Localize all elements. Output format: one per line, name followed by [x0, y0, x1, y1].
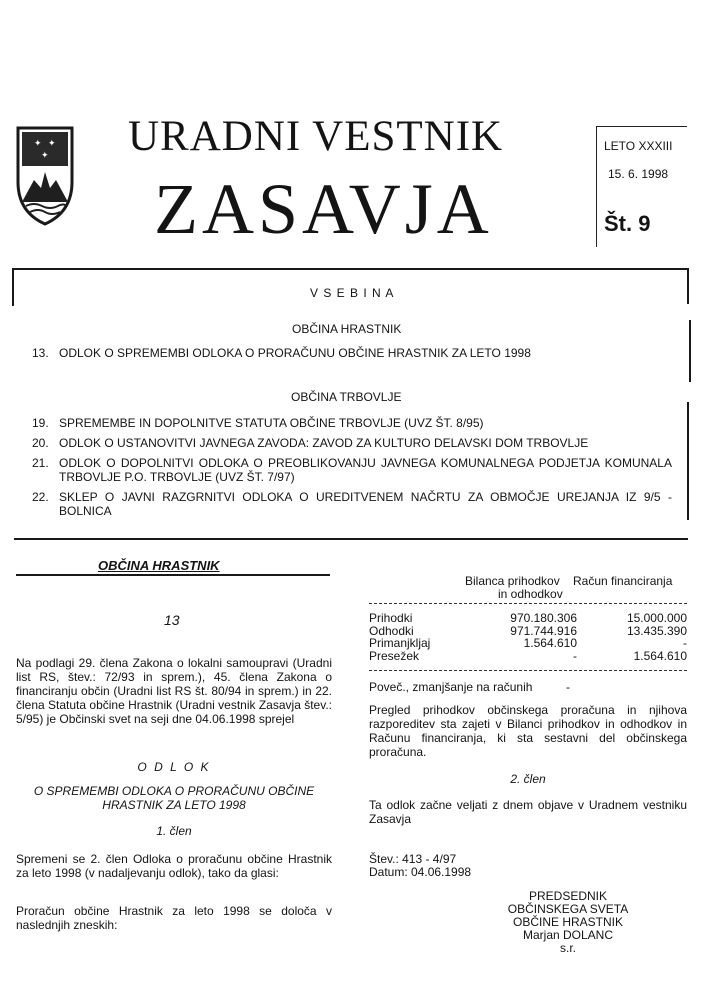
toc-item[interactable]: [32, 456, 672, 484]
reference-number: Štev.: 413 - 4/97: [369, 852, 457, 866]
toc-item-title: ODLOK O USTANOVITVI JAVNEGA ZAVODA: ZAVOD ZA KULTURO DELAVSKI DOM TRBOVLJE: [59, 436, 589, 450]
section-heading: OBČINA HRASTNIK: [98, 558, 220, 573]
toc-item-number: 19.: [32, 416, 49, 430]
table-row: [369, 612, 687, 625]
svg-text:✦: ✦: [48, 139, 56, 149]
toc-item[interactable]: [32, 436, 672, 450]
row-label: Odhodki: [369, 623, 414, 638]
toc-municipality: OBČINA TRBOVLJE: [291, 390, 402, 404]
row-value-balance: -: [573, 648, 577, 663]
signature-sr: s.r.: [559, 941, 576, 955]
volume-label: LETO XXXIII: [604, 139, 673, 153]
table-row: [369, 650, 687, 663]
issue-number: Št. 9: [604, 211, 651, 236]
table-row: [369, 637, 687, 650]
row-value-balance: 970.180.306: [510, 611, 577, 625]
signature-line: OBČINSKEGA SVETA: [507, 902, 629, 916]
row-value-balance: 971.744.916: [510, 623, 577, 638]
table-header-balance: Bilanca prihodkov: [465, 574, 560, 588]
contents-heading: V S E B I N A: [310, 286, 395, 300]
table-rule: [369, 670, 687, 671]
table-rule: [369, 603, 687, 604]
act-title: O SPREMEMBI ODLOKA O PRORAČUNU OBČINE HRASTNIK ZA LETO 1998: [33, 784, 315, 812]
svg-text:✦: ✦: [34, 139, 42, 149]
contents-right-rule-2: [689, 320, 691, 382]
toc-item-title: ODLOK O SPREMEMBI ODLOKA O PRORAČUNU OBČINE HRASTNIK ZA LETO 1998: [59, 346, 531, 360]
toc-item-title: SPREMEMBE IN DOPOLNITVE STATUTA OBČINE TRBOVLJE (UVZ ŠT. 8/95): [59, 416, 484, 430]
row-value-financing: 13.435.390: [626, 623, 687, 638]
contents-right-rule-3: [687, 402, 689, 520]
toc-item-number: 21.: [32, 456, 49, 470]
overview-text: Pregled prihodkov občinskega proračuna in njihova razporeditev sta zajeti v Bilanci prihodkov in odhodkov in Računu financiranja, ki sta sestavni del občinskega proračuna.: [369, 703, 687, 759]
article-text: Ta odlok začne veljati z dnem objave v Uradnem vestniku Zasavja: [369, 798, 687, 826]
row-label: Prihodki: [369, 611, 413, 625]
row-label: Presežek: [369, 648, 420, 663]
issue-date: 15. 6. 1998: [608, 167, 669, 181]
contents-top-rule: [12, 268, 688, 270]
coat-of-arms-icon: [14, 124, 76, 228]
masthead-title-line2: ZASAVJA: [154, 169, 493, 249]
preamble-text: Na podlagi 29. člena Zakona o lokalni samoupravi (Uradni list RS, štev.: 72/93 in sprem.), 45. člena Zakona o financiranju občin (Uradni list RS št. 80/94 in sprem.) in 22. člena Statuta občine Hrastnik (Uradni vestnik Zasavja štev.: 5/95) je Občinski svet na seji dne 04.06.1998 sprejel: [16, 656, 332, 726]
table-header-financing: Račun financiranja: [573, 574, 673, 588]
contents-left-rule: [12, 268, 14, 306]
signature-name: Marjan DOLANC: [522, 928, 614, 942]
row-value-financing: 1.564.610: [633, 648, 687, 663]
changes-value: -: [566, 680, 570, 694]
row-label: Primanjkljaj: [369, 636, 431, 650]
toc-item-number: 13.: [32, 346, 49, 360]
signature-line: PREDSEDNIK: [528, 889, 608, 903]
toc-item-title: ODLOK O DOPOLNITVI ODLOKA O PREOBLIKOVANJU JAVNEGA KOMUNALNEGA PODJETJA KOMUNALA TRBOVLJE P.O. TRBOVLJE (UVZ ŠT. 7/97): [59, 456, 672, 484]
toc-municipality: OBČINA HRASTNIK: [292, 322, 402, 336]
table-header-balance-2: in odhodkov: [498, 587, 563, 601]
toc-item-number: 20.: [32, 436, 49, 450]
article-heading: 2. člen: [510, 772, 546, 786]
budget-table: [369, 612, 687, 662]
toc-item[interactable]: [32, 416, 672, 430]
toc-item-number: 22.: [32, 490, 49, 504]
article-heading: 1. člen: [156, 824, 192, 838]
signature-line: OBČINE HRASTNIK: [512, 915, 623, 929]
changes-label: Poveč., zmanjšanje na računih: [369, 680, 533, 694]
svg-text:✦: ✦: [41, 151, 49, 161]
section-rule: [16, 574, 330, 576]
toc-item[interactable]: [32, 346, 672, 360]
row-value-financing: 15.000.000: [626, 611, 687, 625]
masthead-title-line1: URADNI VESTNIK: [128, 113, 504, 160]
row-value-balance: 1.564.610: [523, 636, 577, 650]
article-text: Proračun občine Hrastnik za leto 1998 se določa v naslednjih zneskih:: [16, 904, 332, 932]
article-text: Spremeni se 2. člen Odloka o proračunu občine Hrastnik za leto 1998 (v nadaljevanju odlok), tako da glasi:: [16, 852, 332, 880]
contents-right-rule: [687, 268, 689, 304]
act-number: 13: [164, 612, 180, 628]
toc-item-title: SKLEP O JAVNI RAZGRNITVI ODLOKA O UREDITVENEM NAČRTU ZA OBMOČJE UREJANJA IZ 9/5 - BOLNICA: [59, 490, 672, 518]
reference-date: Datum: 04.06.1998: [369, 865, 472, 879]
row-value-financing: -: [683, 636, 687, 650]
act-type: O D L O K: [137, 760, 211, 774]
toc-item[interactable]: [32, 490, 672, 518]
contents-bottom-rule: [14, 538, 688, 540]
